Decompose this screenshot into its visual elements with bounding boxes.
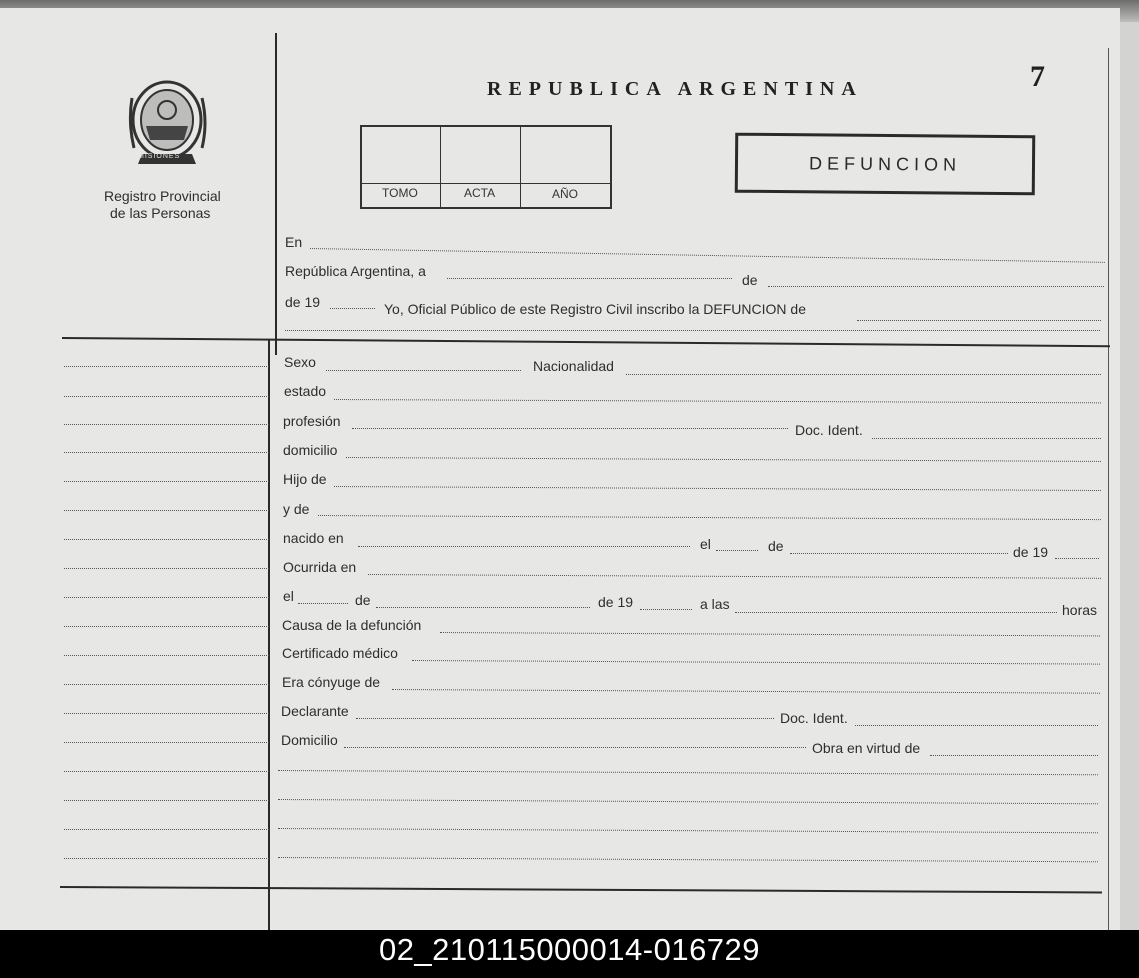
nacido-en-label: nacido en: [283, 530, 344, 546]
y-de-dotted-line: [318, 515, 1101, 520]
doc-ident-dotted-line: [872, 438, 1101, 439]
death-month-dotted-line: [376, 607, 590, 608]
domicilio-label: domicilio: [283, 442, 338, 458]
hour-dotted-line: [735, 612, 1057, 613]
deceased-name-dotted-line: [857, 320, 1101, 321]
margin-dotted-line: [64, 684, 269, 685]
declarante-dotted-line: [356, 718, 774, 719]
hijo-de-label: Hijo de: [283, 471, 327, 487]
margin-dotted-line: [64, 452, 269, 453]
obra-dotted-line: [930, 755, 1098, 756]
conyuge-label: Era cónyuge de: [282, 674, 381, 690]
nacido-de-label: de: [768, 538, 784, 554]
image-caption-bar: [0, 930, 1139, 978]
causa-dotted-line: [440, 632, 1100, 636]
a-las-label: a las: [700, 596, 730, 612]
margin-dotted-line: [64, 626, 269, 627]
header-divider: [62, 337, 1110, 347]
nacionalidad-dotted-line: [626, 374, 1101, 375]
registry-name-line2: de las Personas: [110, 205, 211, 221]
date-day-dotted-line: [447, 278, 732, 279]
notes-dotted-line: [278, 857, 1098, 862]
seal-caption: MISIONES: [138, 153, 181, 160]
page-number: 7: [1030, 60, 1045, 93]
margin-dotted-line: [64, 539, 269, 540]
acta-label: ACTA: [464, 186, 496, 200]
estado-dotted-line: [334, 399, 1101, 403]
year-dotted-line: [330, 308, 375, 309]
doc-ident2-label: Doc. Ident.: [780, 710, 848, 726]
death-certificate-form: [0, 8, 1120, 933]
sexo-dotted-line: [326, 370, 521, 371]
doc-ident-label: Doc. Ident.: [795, 422, 863, 438]
death-day-dotted-line: [298, 603, 348, 604]
margin-dotted-line: [64, 858, 269, 859]
hijo-de-dotted-line: [334, 486, 1101, 491]
profesion-dotted-line: [352, 428, 788, 429]
margin-dotted-line: [64, 481, 269, 482]
notes-dotted-line: [278, 799, 1098, 804]
nacido-el-label: el: [700, 536, 711, 552]
inscription-label: Yo, Oficial Público de este Registro Civil inscribo la DEFUNCION de: [384, 301, 806, 317]
death-de-label: de: [355, 592, 371, 608]
obra-label: Obra en virtud de: [812, 740, 921, 756]
margin-dotted-line: [64, 771, 269, 772]
margin-dotted-line: [64, 713, 269, 714]
domicilio-dotted-line: [346, 457, 1101, 462]
right-border: [1108, 48, 1109, 933]
margin-dotted-line: [64, 800, 269, 801]
margin-dotted-line: [64, 424, 269, 425]
profesion-label: profesión: [283, 413, 341, 429]
margin-dotted-line: [64, 366, 269, 367]
record-type-box: [735, 133, 1036, 196]
certificado-dotted-line: [412, 660, 1100, 665]
date-month-dotted-line: [768, 286, 1104, 287]
birth-year-dotted-line: [1055, 558, 1099, 559]
estado-label: estado: [284, 383, 327, 399]
certificado-label: Certificado médico: [282, 645, 398, 661]
margin-dotted-line: [64, 655, 269, 656]
form-title: REPUBLICA ARGENTINA: [487, 78, 863, 100]
registry-name-line1: Registro Provincial: [104, 188, 221, 204]
notes-dotted-line: [278, 828, 1098, 833]
margin-dotted-line: [64, 742, 269, 743]
sexo-label: Sexo: [284, 354, 316, 370]
deceased-name-dotted-line-2: [285, 330, 1100, 331]
republica-label: República Argentina, a: [285, 263, 426, 279]
left-column-divider-lower: [268, 339, 270, 933]
volume-record-year-box: [360, 125, 612, 209]
horas-label: horas: [1062, 602, 1098, 618]
ocurrida-en-label: Ocurrida en: [283, 559, 357, 575]
death-de19-label: de 19: [598, 594, 634, 610]
death-year-dotted-line: [640, 609, 692, 610]
birth-day-dotted-line: [716, 550, 758, 551]
box-label-row-line: [362, 183, 610, 184]
en-label: En: [285, 234, 303, 250]
ocurrida-en-dotted-line: [368, 574, 1101, 579]
nacido-en-dotted-line: [358, 546, 690, 547]
conyuge-dotted-line: [392, 689, 1100, 694]
de-label: de: [742, 272, 758, 288]
margin-dotted-line: [64, 396, 269, 397]
acta-cell-divider: [440, 127, 441, 207]
tomo-label: TOMO: [382, 186, 418, 200]
y-de-label: y de: [283, 501, 310, 517]
en-dotted-line: [310, 248, 1105, 263]
margin-dotted-line: [64, 597, 269, 598]
footer-divider: [60, 886, 1102, 893]
nacido-de19-label: de 19: [1013, 544, 1049, 560]
de19-label: de 19: [285, 294, 321, 310]
nacionalidad-label: Nacionalidad: [533, 358, 614, 374]
margin-dotted-line: [64, 510, 269, 511]
death-el-label: el: [283, 588, 294, 604]
doc-ident2-dotted-line: [855, 725, 1098, 726]
notes-dotted-line: [278, 770, 1098, 775]
left-column-divider: [275, 33, 277, 355]
anio-cell-divider: [520, 127, 521, 207]
margin-dotted-line: [64, 568, 269, 569]
record-type-label: DEFUNCION: [808, 153, 962, 175]
birth-month-dotted-line: [790, 553, 1008, 554]
anio-label: AÑO: [552, 187, 579, 201]
causa-label: Causa de la defunción: [282, 617, 422, 633]
declarante-label: Declarante: [281, 703, 349, 719]
margin-dotted-line: [64, 829, 269, 830]
domicilio2-dotted-line: [344, 747, 806, 748]
image-caption-text: 02_210115000014-016729: [378, 932, 761, 967]
domicilio2-label: Domicilio: [281, 732, 338, 748]
